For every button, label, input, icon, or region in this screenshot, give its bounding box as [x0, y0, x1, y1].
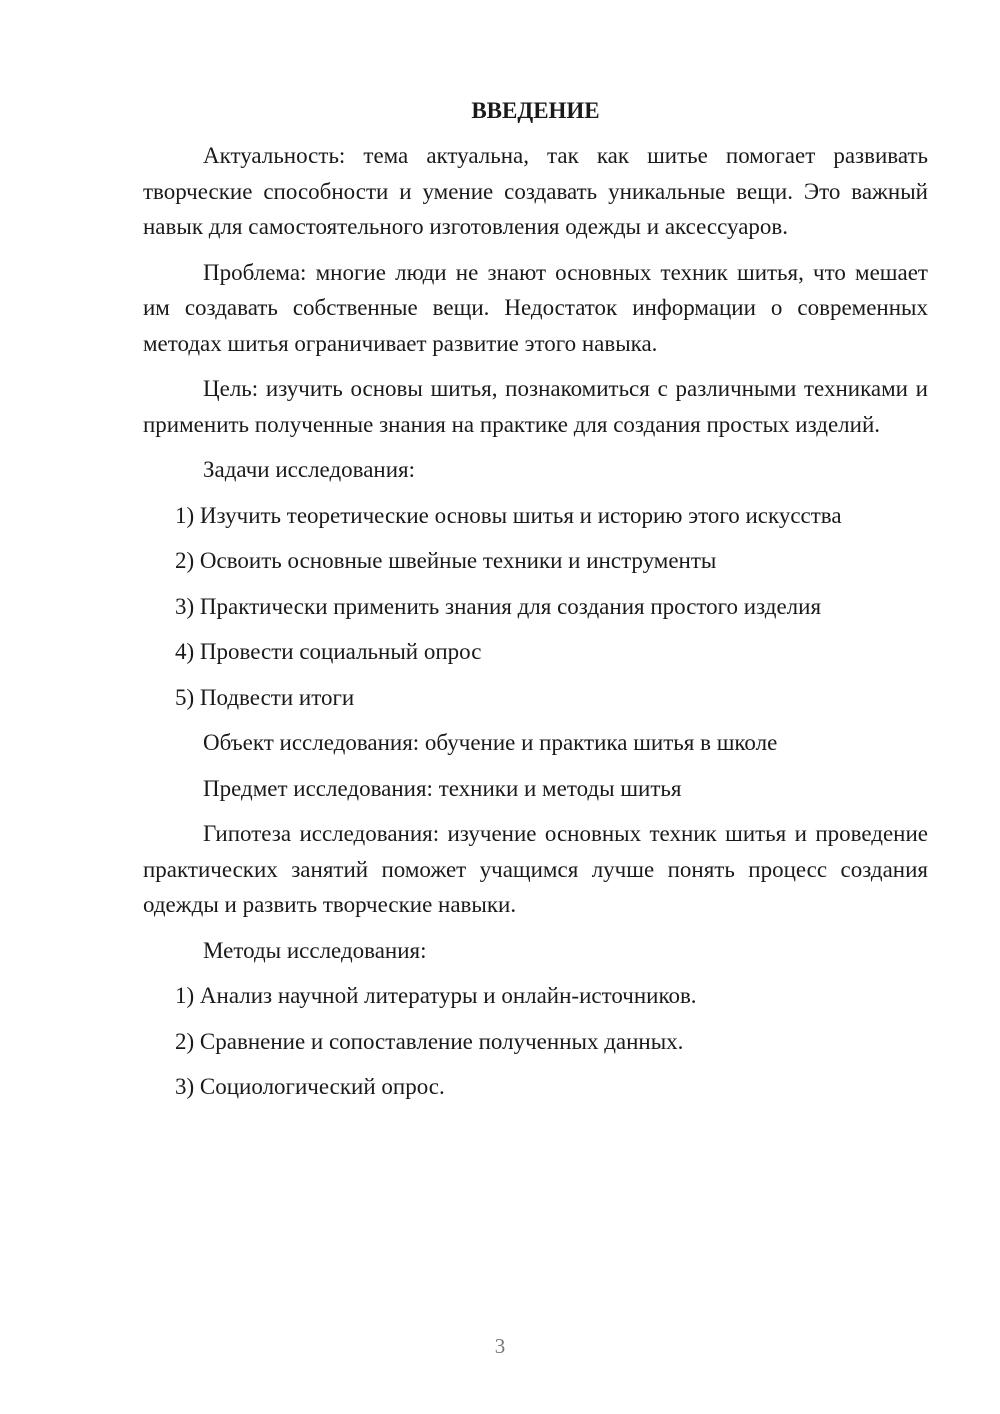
- task-item: 2) Освоить основные швейные техники и инструменты: [175, 548, 717, 573]
- goal-paragraph: Цель: изучить основы шитья, познакомиться с различными техниками и применить полученные знания на практике для создания простых изделий.: [143, 376, 928, 437]
- tasks-heading: Задачи исследования:: [203, 457, 416, 482]
- method-item: 1) Анализ научной литературы и онлайн-источников.: [175, 983, 697, 1008]
- problem-paragraph: Проблема: многие люди не знают основных техник шитья, что мешает им создавать собственные вещи. Недостаток информации о современных методах шитья ограничивает развитие этого навыка.: [143, 259, 928, 356]
- hypothesis-paragraph: Гипотеза исследования: изучение основных техник шитья и проведение практических занятий поможет учащимся лучше понять процесс создания одежды и развить творческие навыки.: [143, 821, 928, 917]
- subject-paragraph: Предмет исследования: техники и методы шитья: [203, 775, 682, 801]
- task-item: 1) Изучить теоретические основы шитья и историю этого искусства: [175, 502, 842, 528]
- page-title: ВВЕДЕНИЕ: [471, 98, 600, 123]
- method-item: 2) Сравнение и сопоставление полученных данных.: [175, 1028, 684, 1054]
- methods-heading: Методы исследования:: [203, 937, 427, 963]
- page-number: 3: [494, 1334, 506, 1358]
- method-item: 3) Социологический опрос.: [175, 1074, 445, 1099]
- object-paragraph: Объект исследования: обучение и практика шитья в школе: [203, 730, 778, 755]
- page-content: [143, 93, 928, 1115]
- task-item: 3) Практически применить знания для создания простого изделия: [175, 593, 822, 619]
- task-item: 4) Провести социальный опрос: [175, 639, 482, 664]
- task-item: 5) Подвести итоги: [175, 684, 355, 710]
- relevance-paragraph: Актуальность: тема актуальна, так как шитье помогает развивать творческие способности и умение создавать уникальные вещи. Это важный навык для самостоятельного изготовления одежды и аксессуаров.: [143, 143, 928, 239]
